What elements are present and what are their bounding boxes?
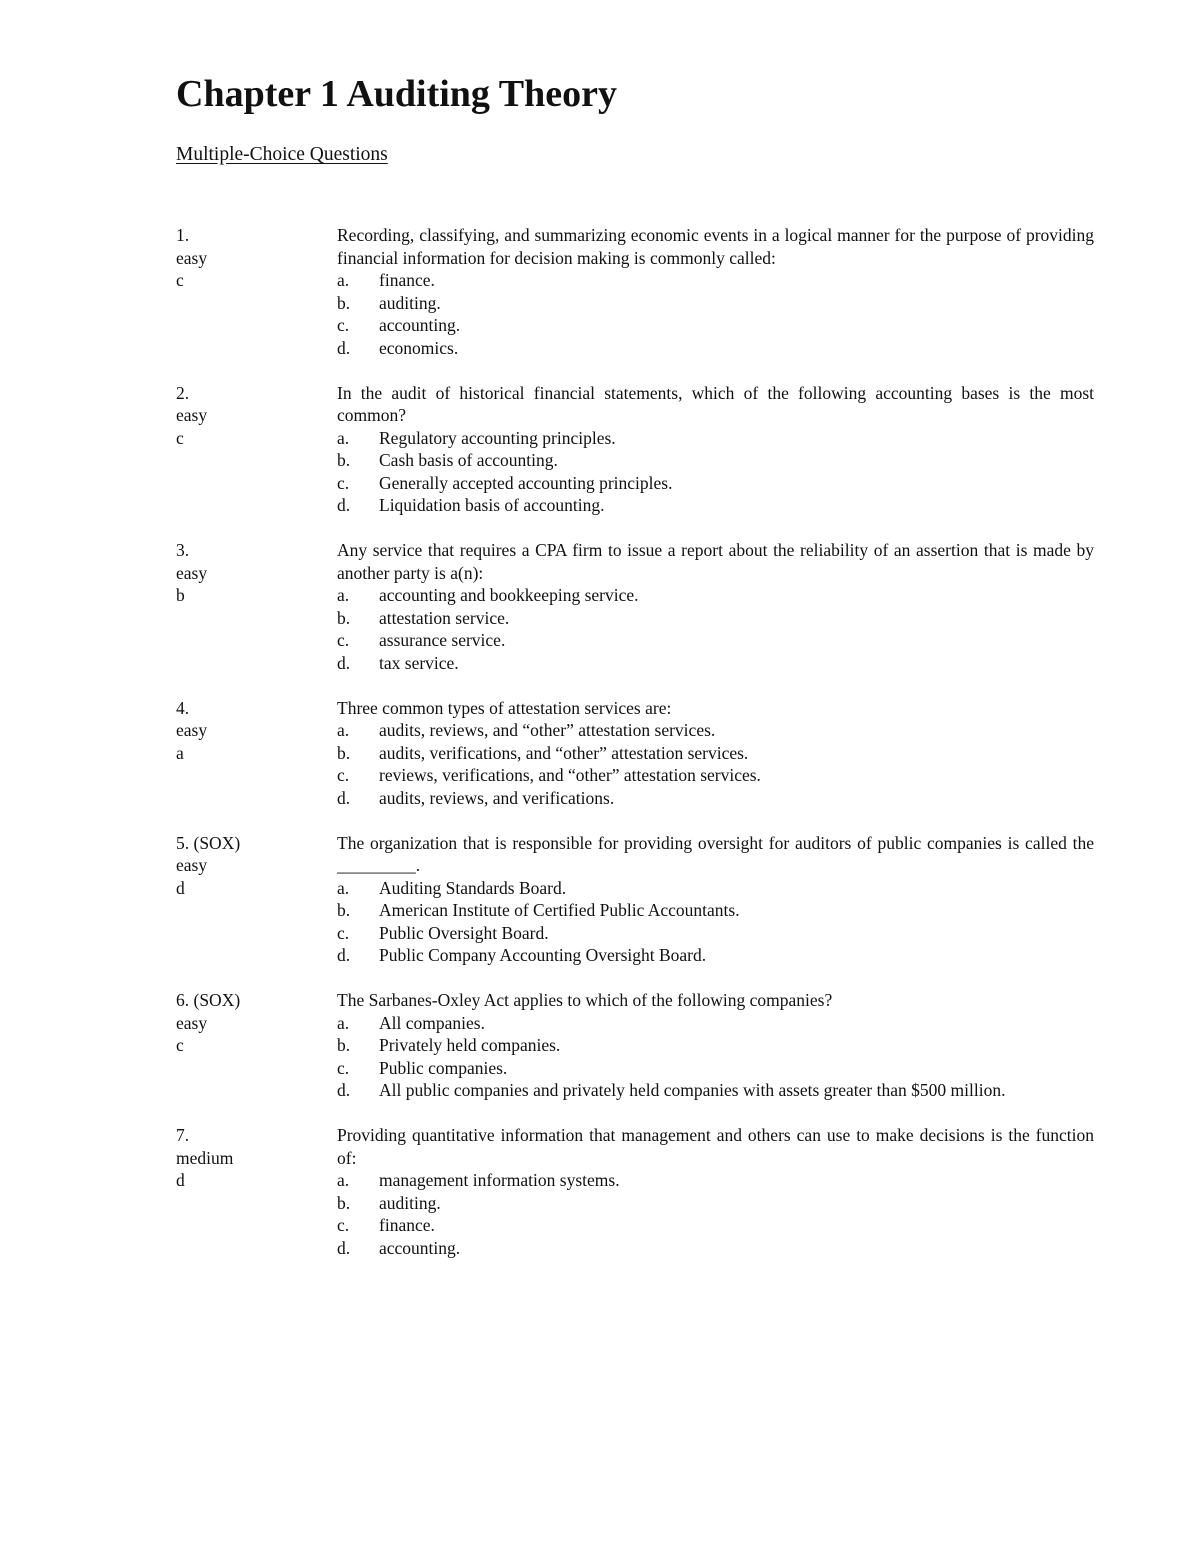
answer-option — [337, 877, 1094, 900]
option-letter: c. — [337, 765, 350, 785]
answer-option — [337, 899, 1094, 922]
answer-option — [337, 269, 1094, 292]
option-letter: a. — [337, 585, 350, 605]
question-number: 6. (SOX) — [176, 990, 241, 1010]
option-letter: d. — [337, 1080, 351, 1100]
question-body — [337, 539, 1094, 674]
option-letter: d. — [337, 652, 351, 673]
option-letter: c. — [337, 1057, 350, 1078]
question-meta — [176, 989, 337, 1102]
answer-option — [337, 584, 1094, 607]
option-letter: d. — [337, 945, 351, 965]
answer-options — [337, 719, 1094, 809]
option-letter: d. — [337, 337, 351, 358]
question-body — [337, 1124, 1094, 1259]
option-letter: b. — [337, 1192, 351, 1213]
question-answer-key: a — [176, 742, 184, 763]
question-answer-key: c — [176, 427, 184, 448]
answer-options — [337, 427, 1094, 517]
answer-option — [337, 494, 1094, 517]
question-answer-key: b — [176, 585, 185, 605]
question-stem: In the audit of historical financial statements, which of the following accounting bases is the most common? — [337, 382, 1094, 425]
option-letter: b. — [337, 742, 351, 763]
option-text: accounting. — [379, 315, 461, 335]
option-letter: a. — [337, 1170, 350, 1190]
question-meta — [176, 697, 337, 810]
option-letter: c. — [337, 922, 350, 943]
question-number: 5. (SOX) — [176, 832, 241, 853]
question-difficulty: easy — [176, 247, 208, 268]
question-body — [337, 989, 1094, 1102]
option-text: Public Company Accounting Oversight Board. — [379, 945, 707, 965]
question-body — [337, 224, 1094, 359]
answer-option — [337, 944, 1094, 967]
option-letter: b. — [337, 450, 351, 470]
option-letter: a. — [337, 877, 350, 898]
question-answer-key: d — [176, 1170, 185, 1190]
question-number: 4. — [176, 697, 190, 718]
option-text: All companies. — [379, 1012, 485, 1033]
answer-option — [337, 1057, 1094, 1080]
option-text: Auditing Standards Board. — [379, 877, 567, 898]
question-item — [176, 989, 1096, 1102]
option-text: assurance service. — [379, 630, 506, 650]
option-text: accounting. — [379, 1237, 461, 1258]
option-text: tax service. — [379, 652, 459, 673]
question-meta — [176, 1124, 337, 1259]
option-letter: b. — [337, 900, 351, 920]
question-item — [176, 224, 1096, 359]
answer-option — [337, 1169, 1094, 1192]
answer-option — [337, 449, 1094, 472]
option-text: Regulatory accounting principles. — [379, 427, 616, 448]
question-item — [176, 832, 1096, 967]
option-letter: c. — [337, 630, 350, 650]
option-text: audits, reviews, and “other” attestation services. — [379, 720, 716, 740]
answer-option — [337, 787, 1094, 810]
answer-option — [337, 1034, 1094, 1057]
option-text: All public companies and privately held companies with assets greater than $500 million. — [379, 1080, 1006, 1100]
section-heading: Multiple-Choice Questions — [176, 144, 388, 165]
question-answer-key: c — [176, 270, 184, 290]
option-letter: d. — [337, 495, 351, 515]
answer-option — [337, 719, 1094, 742]
option-text: management information systems. — [379, 1170, 620, 1190]
answer-option — [337, 472, 1094, 495]
question-difficulty: medium — [176, 1147, 234, 1168]
answer-option — [337, 629, 1094, 652]
option-text: auditing. — [379, 1192, 441, 1213]
option-text: accounting and bookkeeping service. — [379, 585, 639, 605]
option-letter: a. — [337, 720, 350, 740]
answer-option — [337, 1192, 1094, 1215]
question-answer-key: c — [176, 1035, 184, 1055]
answer-option — [337, 1012, 1094, 1035]
option-text: economics. — [379, 337, 459, 358]
option-letter: c. — [337, 1215, 350, 1235]
question-difficulty: easy — [176, 1012, 208, 1033]
page-title: Chapter 1 Auditing Theory — [176, 73, 617, 115]
question-meta — [176, 832, 337, 967]
question-number: 2. — [176, 382, 190, 403]
question-stem: Three common types of attestation services are: — [337, 697, 672, 718]
option-text: Liquidation basis of accounting. — [379, 495, 605, 515]
answer-options — [337, 269, 1094, 359]
option-text: American Institute of Certified Public Accountants. — [379, 900, 740, 920]
question-body — [337, 382, 1094, 517]
answer-option — [337, 922, 1094, 945]
option-letter: d. — [337, 787, 351, 808]
question-stem: The Sarbanes-Oxley Act applies to which of the following companies? — [337, 990, 833, 1010]
answer-option — [337, 314, 1094, 337]
question-stem: The organization that is responsible for providing oversight for auditors of public companies is called the _________. — [337, 832, 1094, 875]
question-meta — [176, 224, 337, 359]
answer-option — [337, 764, 1094, 787]
answer-option — [337, 652, 1094, 675]
option-letter: a. — [337, 427, 350, 448]
option-letter: c. — [337, 472, 350, 493]
answer-option — [337, 1079, 1094, 1102]
question-meta — [176, 382, 337, 517]
answer-option — [337, 607, 1094, 630]
answer-options — [337, 584, 1094, 674]
question-body — [337, 832, 1094, 967]
question-number: 3. — [176, 540, 190, 560]
option-text: Public Oversight Board. — [379, 922, 549, 943]
option-text: reviews, verifications, and “other” attestation services. — [379, 765, 761, 785]
question-meta — [176, 539, 337, 674]
answer-option — [337, 1237, 1094, 1260]
question-stem: Recording, classifying, and summarizing economic events in a logical manner for the purpose of providing financial information for decision making is commonly called: — [337, 225, 1094, 268]
answer-option — [337, 337, 1094, 360]
question-item — [176, 539, 1096, 674]
option-text: audits, verifications, and “other” attestation services. — [379, 742, 749, 763]
answer-option — [337, 427, 1094, 450]
option-text: Cash basis of accounting. — [379, 450, 558, 470]
question-item — [176, 382, 1096, 517]
option-letter: a. — [337, 1012, 350, 1033]
question-body — [337, 697, 1094, 810]
answer-option — [337, 292, 1094, 315]
question-stem: Providing quantitative information that management and others can use to make decisions is the function of: — [337, 1125, 1094, 1168]
answer-option — [337, 1214, 1094, 1237]
question-item — [176, 1124, 1096, 1259]
answer-options — [337, 1169, 1094, 1259]
question-number: 7. — [176, 1125, 190, 1145]
question-stem: Any service that requires a CPA firm to issue a report about the reliability of an assertion that is made by another party is a(n): — [337, 540, 1094, 583]
question-answer-key: d — [176, 877, 185, 898]
option-text: auditing. — [379, 292, 441, 313]
option-text: Privately held companies. — [379, 1035, 561, 1055]
option-letter: b. — [337, 1035, 351, 1055]
answer-option — [337, 742, 1094, 765]
answer-options — [337, 877, 1094, 967]
question-difficulty: easy — [176, 562, 208, 583]
option-text: attestation service. — [379, 607, 510, 628]
option-text: Generally accepted accounting principles. — [379, 472, 673, 493]
question-list — [176, 224, 1096, 1282]
question-difficulty: easy — [176, 405, 208, 425]
option-letter: c. — [337, 315, 350, 335]
option-letter: b. — [337, 607, 351, 628]
option-letter: b. — [337, 292, 351, 313]
option-letter: a. — [337, 270, 350, 290]
option-text: Public companies. — [379, 1057, 508, 1078]
question-item — [176, 697, 1096, 810]
question-difficulty: easy — [176, 855, 208, 875]
question-difficulty: easy — [176, 720, 208, 740]
question-number: 1. — [176, 225, 190, 245]
answer-options — [337, 1012, 1094, 1102]
option-text: finance. — [379, 1215, 435, 1235]
option-text: audits, reviews, and verifications. — [379, 787, 615, 808]
option-letter: d. — [337, 1237, 351, 1258]
option-text: finance. — [379, 270, 435, 290]
